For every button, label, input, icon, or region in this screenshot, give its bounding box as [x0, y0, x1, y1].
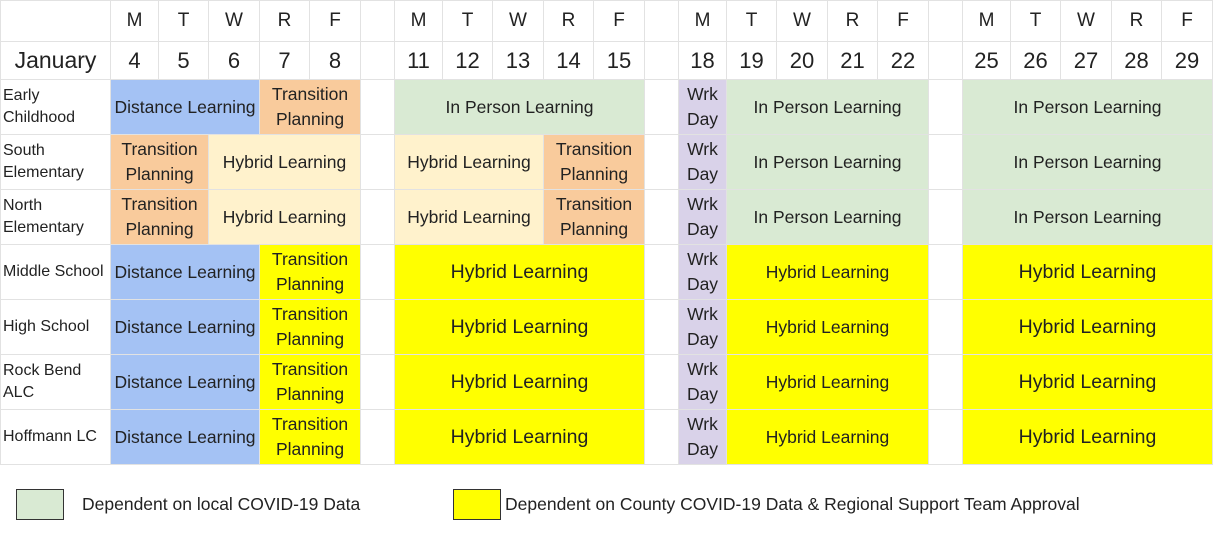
weekday-label: M [679, 1, 727, 42]
schedule-cell-hyb-local: Hybrid Learning [395, 190, 544, 245]
weekday-label: F [594, 1, 645, 42]
school-row [1, 410, 1213, 465]
schedule-cell-inperson: In Person Learning [963, 190, 1213, 245]
school-name: North Elementary [1, 190, 111, 245]
weekday-label: F [310, 1, 361, 42]
date-cell: 25 [963, 42, 1011, 80]
week-gap [361, 410, 395, 465]
schedule-cell-yellow: Transition Planning [260, 355, 361, 410]
schedule-cell-hyb-local: Hybrid Learning [209, 135, 361, 190]
week-gap [361, 245, 395, 300]
week-gap [929, 1, 963, 42]
date-cell: 15 [594, 42, 645, 80]
schedule-cell-yellow: Hybrid Learning [395, 355, 645, 410]
date-cell: 22 [878, 42, 929, 80]
weekday-label: R [828, 1, 878, 42]
weekday-label: T [159, 1, 209, 42]
legend-label-county: Dependent on County COVID-19 Data & Regional Support Team Approval [505, 494, 1080, 514]
date-cell: 18 [679, 42, 727, 80]
schedule-cell-inperson: In Person Learning [727, 135, 929, 190]
date-cell: 28 [1112, 42, 1162, 80]
schedule-cell-yellow: Hybrid Learning [395, 300, 645, 355]
schedule-cell-yellow: Hybrid Learning [727, 300, 929, 355]
date-cell: 4 [111, 42, 159, 80]
schedule-cell-trans: Transition Planning [544, 190, 645, 245]
school-row [1, 80, 1213, 135]
schedule-cell-yellow: Hybrid Learning [727, 355, 929, 410]
weekday-label: R [1112, 1, 1162, 42]
school-row [1, 355, 1213, 410]
weekday-label: W [493, 1, 544, 42]
school-name: South Elementary [1, 135, 111, 190]
week-gap [361, 355, 395, 410]
legend-label-local: Dependent on local COVID-19 Data [82, 494, 361, 514]
schedule-cell-wrk: Wrk Day [679, 190, 727, 245]
weekday-label: M [963, 1, 1011, 42]
legend [0, 470, 1196, 541]
date-cell: 27 [1061, 42, 1112, 80]
schedule-cell-dist: Distance Learning [111, 300, 260, 355]
schedule-cell-wrk: Wrk Day [679, 135, 727, 190]
school-name: Middle School [1, 245, 111, 300]
schedule-cell-wrk: Wrk Day [679, 355, 727, 410]
week-gap [929, 135, 963, 190]
schedule-cell-dist: Distance Learning [111, 245, 260, 300]
weekday-label: R [260, 1, 310, 42]
date-row [1, 42, 1213, 80]
schedule-cell-yellow: Hybrid Learning [963, 355, 1213, 410]
week-gap [645, 80, 679, 135]
schedule-cell-dist: Distance Learning [111, 410, 260, 465]
school-name: High School [1, 300, 111, 355]
date-cell: 13 [493, 42, 544, 80]
week-gap [645, 1, 679, 42]
week-gap [645, 135, 679, 190]
weekday-label: W [209, 1, 260, 42]
week-gap [361, 42, 395, 80]
weekday-label: F [878, 1, 929, 42]
schedule-cell-dist: Distance Learning [111, 355, 260, 410]
weekday-label: M [395, 1, 443, 42]
legend-swatch-local [16, 489, 64, 520]
week-gap [929, 42, 963, 80]
schedule-cell-yellow: Hybrid Learning [963, 245, 1213, 300]
weekday-label: T [727, 1, 777, 42]
school-name: Early Childhood [1, 80, 111, 135]
date-cell: 20 [777, 42, 828, 80]
week-gap [929, 355, 963, 410]
schedule-cell-hyb-local: Hybrid Learning [209, 190, 361, 245]
schedule-cell-inperson: In Person Learning [963, 80, 1213, 135]
date-cell: 19 [727, 42, 777, 80]
weekday-label: W [1061, 1, 1112, 42]
week-gap [361, 80, 395, 135]
weekday-label: M [111, 1, 159, 42]
week-gap [645, 42, 679, 80]
date-cell: 11 [395, 42, 443, 80]
date-cell: 26 [1011, 42, 1061, 80]
schedule-cell-yellow: Hybrid Learning [395, 245, 645, 300]
date-cell: 12 [443, 42, 493, 80]
week-gap [645, 245, 679, 300]
weekday-label: R [544, 1, 594, 42]
schedule-cell-yellow: Hybrid Learning [395, 410, 645, 465]
week-gap [645, 300, 679, 355]
header-corner [1, 1, 111, 42]
date-cell: 14 [544, 42, 594, 80]
date-cell: 21 [828, 42, 878, 80]
schedule-cell-yellow: Transition Planning [260, 410, 361, 465]
weekday-label: T [1011, 1, 1061, 42]
school-row [1, 245, 1213, 300]
schedule-cell-wrk: Wrk Day [679, 245, 727, 300]
date-cell: 7 [260, 42, 310, 80]
week-gap [361, 1, 395, 42]
month-label: January [1, 42, 111, 80]
week-gap [361, 135, 395, 190]
date-cell: 29 [1162, 42, 1213, 80]
week-gap [929, 300, 963, 355]
schedule-cell-yellow: Hybrid Learning [963, 410, 1213, 465]
schedule-cell-inperson: In Person Learning [395, 80, 645, 135]
schedule-cell-dist: Distance Learning [111, 80, 260, 135]
school-row [1, 300, 1213, 355]
schedule-cell-yellow: Hybrid Learning [963, 300, 1213, 355]
schedule-cell-inperson: In Person Learning [727, 190, 929, 245]
date-cell: 6 [209, 42, 260, 80]
week-gap [929, 410, 963, 465]
schedule-cell-hyb-local: Hybrid Learning [395, 135, 544, 190]
weekday-label: F [1162, 1, 1213, 42]
weekday-label: T [443, 1, 493, 42]
schedule-cell-wrk: Wrk Day [679, 80, 727, 135]
school-row [1, 190, 1213, 245]
schedule-cell-yellow: Hybrid Learning [727, 410, 929, 465]
schedule-cell-yellow: Hybrid Learning [727, 245, 929, 300]
schedule-cell-trans: Transition Planning [111, 135, 209, 190]
week-gap [929, 245, 963, 300]
school-name: Rock Bend ALC [1, 355, 111, 410]
week-gap [645, 355, 679, 410]
schedule-cell-wrk: Wrk Day [679, 300, 727, 355]
schedule-cell-inperson: In Person Learning [727, 80, 929, 135]
schedule-cell-trans: Transition Planning [260, 80, 361, 135]
week-gap [361, 190, 395, 245]
weekday-label: W [777, 1, 828, 42]
schedule-cell-inperson: In Person Learning [963, 135, 1213, 190]
week-gap [645, 190, 679, 245]
week-gap [929, 190, 963, 245]
school-name: Hoffmann LC [1, 410, 111, 465]
legend-swatch-county [453, 489, 501, 520]
weekday-row [1, 1, 1213, 42]
schedule-cell-trans: Transition Planning [111, 190, 209, 245]
school-row [1, 135, 1213, 190]
date-cell: 5 [159, 42, 209, 80]
schedule-cell-yellow: Transition Planning [260, 300, 361, 355]
week-gap [929, 80, 963, 135]
schedule-cell-wrk: Wrk Day [679, 410, 727, 465]
date-cell: 8 [310, 42, 361, 80]
week-gap [361, 300, 395, 355]
schedule-cell-yellow: Transition Planning [260, 245, 361, 300]
week-gap [645, 410, 679, 465]
schedule-cell-trans: Transition Planning [544, 135, 645, 190]
